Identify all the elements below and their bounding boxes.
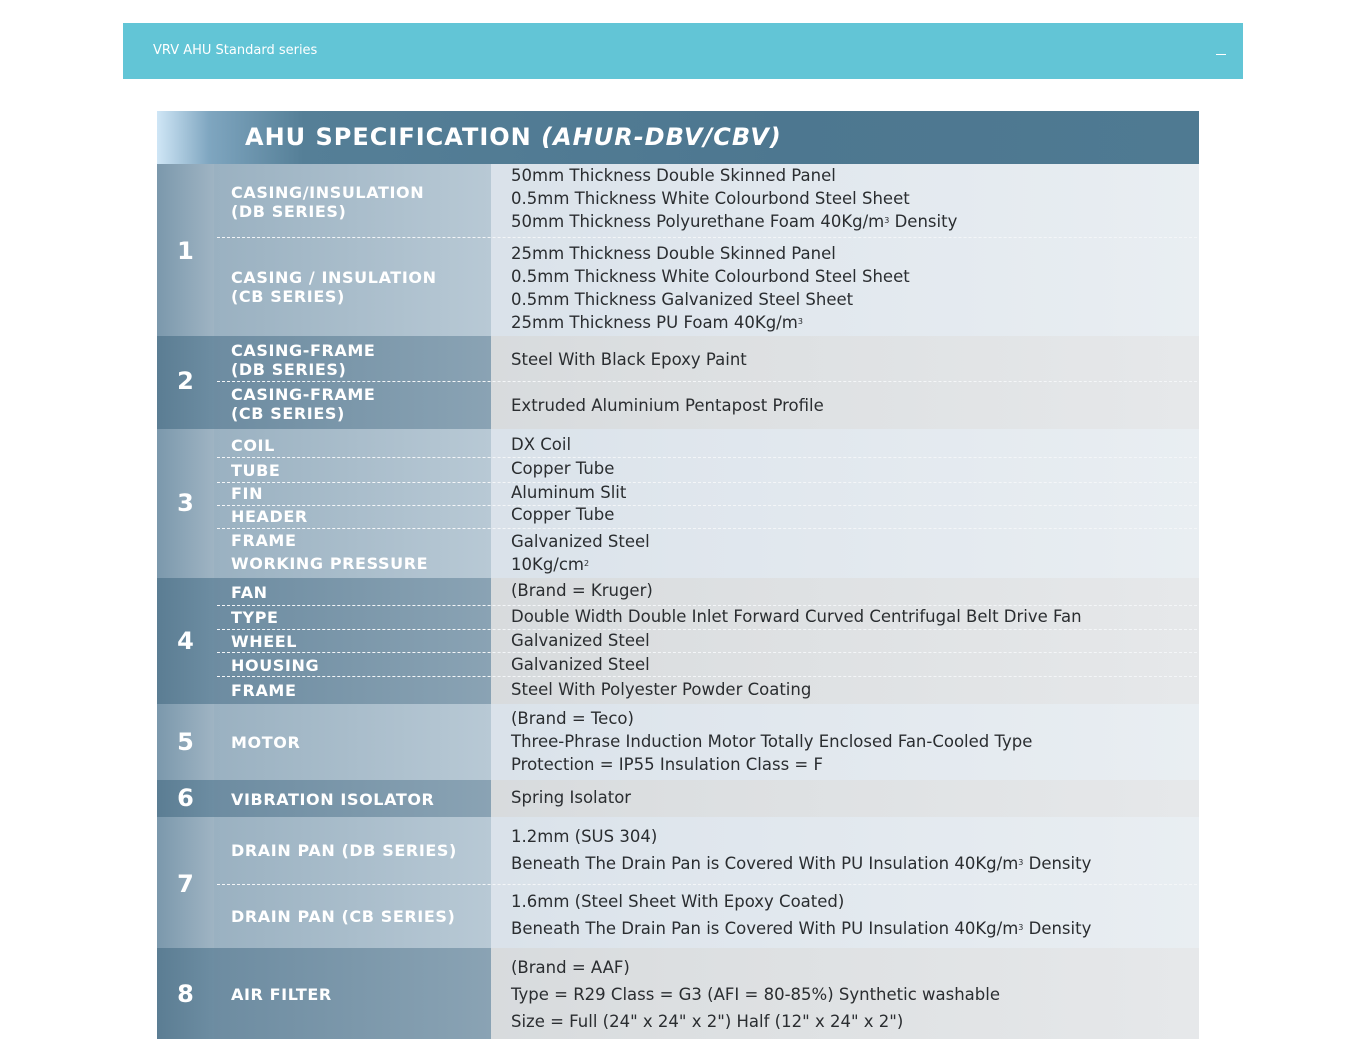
spec-value: Protection = IP55 Insulation Class = F	[511, 755, 823, 774]
spec-value: Double Width Double Inlet Forward Curved Centrifugal Belt Drive Fan	[511, 607, 1082, 626]
spec-label: CASING/INSULATION	[231, 183, 425, 202]
spec-value: (Brand = Teco)	[511, 709, 634, 728]
group-number: 8	[177, 980, 194, 1008]
spec-label: HOUSING	[231, 656, 320, 675]
spec-value: Copper Tube	[511, 459, 615, 478]
spec-value: Beneath The Drain Pan is Covered With PU Insulation $40Kg/m^3$ Density	[511, 919, 1092, 938]
spec-value: Beneath The Drain Pan is Covered With PU Insulation $40Kg/m^3$ Density	[511, 854, 1092, 873]
spec-label: DRAIN PAN (DB SERIES)	[231, 841, 457, 860]
spec-label: CASING-FRAME	[231, 341, 376, 360]
spec-value: 0.5mm Thickness White Colourbond Steel Sheet	[511, 267, 910, 286]
spec-label: DRAIN PAN (CB SERIES)	[231, 907, 456, 926]
group-number: 4	[177, 627, 194, 655]
spec-value: Galvanized Steel	[511, 631, 650, 650]
spec-group-7	[157, 817, 1199, 948]
spec-label: MOTOR	[231, 733, 301, 752]
spec-value: 25mm Thickness Double Skinned Panel	[511, 244, 836, 263]
accordion-title: VRV AHU Standard series	[153, 43, 318, 58]
spec-label: (DB SERIES)	[231, 202, 347, 221]
spec-model: (AHUR-DBV/CBV)	[541, 123, 782, 151]
spec-label: (CB SERIES)	[231, 404, 345, 423]
group-number: 7	[177, 870, 194, 898]
spec-label: WORKING PRESSURE	[231, 554, 429, 573]
spec-group-1	[157, 164, 1199, 336]
spec-value: (Brand = Kruger)	[511, 581, 653, 600]
spec-value: Steel With Black Epoxy Paint	[511, 350, 747, 369]
group-number: 5	[177, 728, 194, 756]
spec-value: DX Coil	[511, 435, 572, 454]
spec-value: 50mm Thickness Double Skinned Panel	[511, 166, 836, 185]
spec-value: Aluminum Slit	[511, 483, 627, 502]
spec-value: 25mm Thickness PU Foam $40Kg/m^3$	[511, 313, 803, 332]
spec-value: Type = R29 Class = G3 (AFI = 80-85%) Synthetic washable	[511, 985, 1000, 1004]
spec-title: AHU SPECIFICATION (AHUR-DBV/CBV)	[245, 123, 782, 151]
spec-value: $10Kg/cm^2$	[511, 555, 590, 574]
accordion-header[interactable]	[123, 23, 1243, 79]
spec-label: FAN	[231, 583, 268, 602]
spec-value: Steel With Polyester Powder Coating	[511, 680, 812, 699]
spec-label: HEADER	[231, 507, 308, 526]
spec-table	[157, 111, 1199, 1039]
spec-label: AIR FILTER	[231, 985, 332, 1004]
group-number: 1	[177, 237, 194, 265]
spec-label: FRAME	[231, 531, 297, 550]
spec-value: Three-Phrase Induction Motor Totally Enclosed Fan-Cooled Type	[511, 732, 1033, 751]
spec-label: TYPE	[231, 608, 279, 627]
spec-value: Extruded Aluminium Pentapost Profile	[511, 396, 824, 415]
spec-label: FRAME	[231, 681, 297, 700]
group-number: 2	[177, 367, 194, 395]
spec-value: Galvanized Steel	[511, 655, 650, 674]
spec-label: VIBRATION ISOLATOR	[231, 790, 435, 809]
spec-value: 0.5mm Thickness Galvanized Steel Sheet	[511, 290, 854, 309]
group-number: 3	[177, 489, 194, 517]
spec-label: CASING / INSULATION	[231, 268, 437, 287]
spec-value: Galvanized Steel	[511, 532, 650, 551]
spec-value: Copper Tube	[511, 505, 615, 524]
spec-label: WHEEL	[231, 632, 298, 651]
spec-value: 0.5mm Thickness White Colourbond Steel Sheet	[511, 189, 910, 208]
spec-label: COIL	[231, 436, 275, 455]
spec-value: 50mm Thickness Polyurethane Foam $40Kg/m^3$ Density	[511, 212, 958, 231]
spec-label: (CB SERIES)	[231, 287, 345, 306]
spec-group-5	[157, 704, 1199, 780]
spec-label: FIN	[231, 484, 264, 503]
spec-label: TUBE	[231, 461, 281, 480]
minus-icon[interactable]	[1213, 43, 1229, 59]
spec-value: 1.6mm (Steel Sheet With Epoxy Coated)	[511, 892, 845, 911]
spec-label: (DB SERIES)	[231, 360, 347, 379]
spec-group-3	[157, 429, 1199, 578]
spec-value: Size = Full (24" x 24" x 2") Half (12" x 24" x 2")	[511, 1012, 904, 1031]
group-number: 6	[177, 784, 194, 812]
spec-group-4	[157, 578, 1199, 704]
spec-label: CASING-FRAME	[231, 385, 376, 404]
spec-value: (Brand = AAF)	[511, 958, 630, 977]
spec-title-bar	[157, 111, 1199, 164]
spec-value: 1.2mm (SUS 304)	[511, 827, 658, 846]
spec-group-6	[157, 780, 1199, 817]
spec-value: Spring Isolator	[511, 788, 632, 807]
spec-group-2	[157, 336, 1199, 429]
spec-group-8	[157, 948, 1199, 1039]
